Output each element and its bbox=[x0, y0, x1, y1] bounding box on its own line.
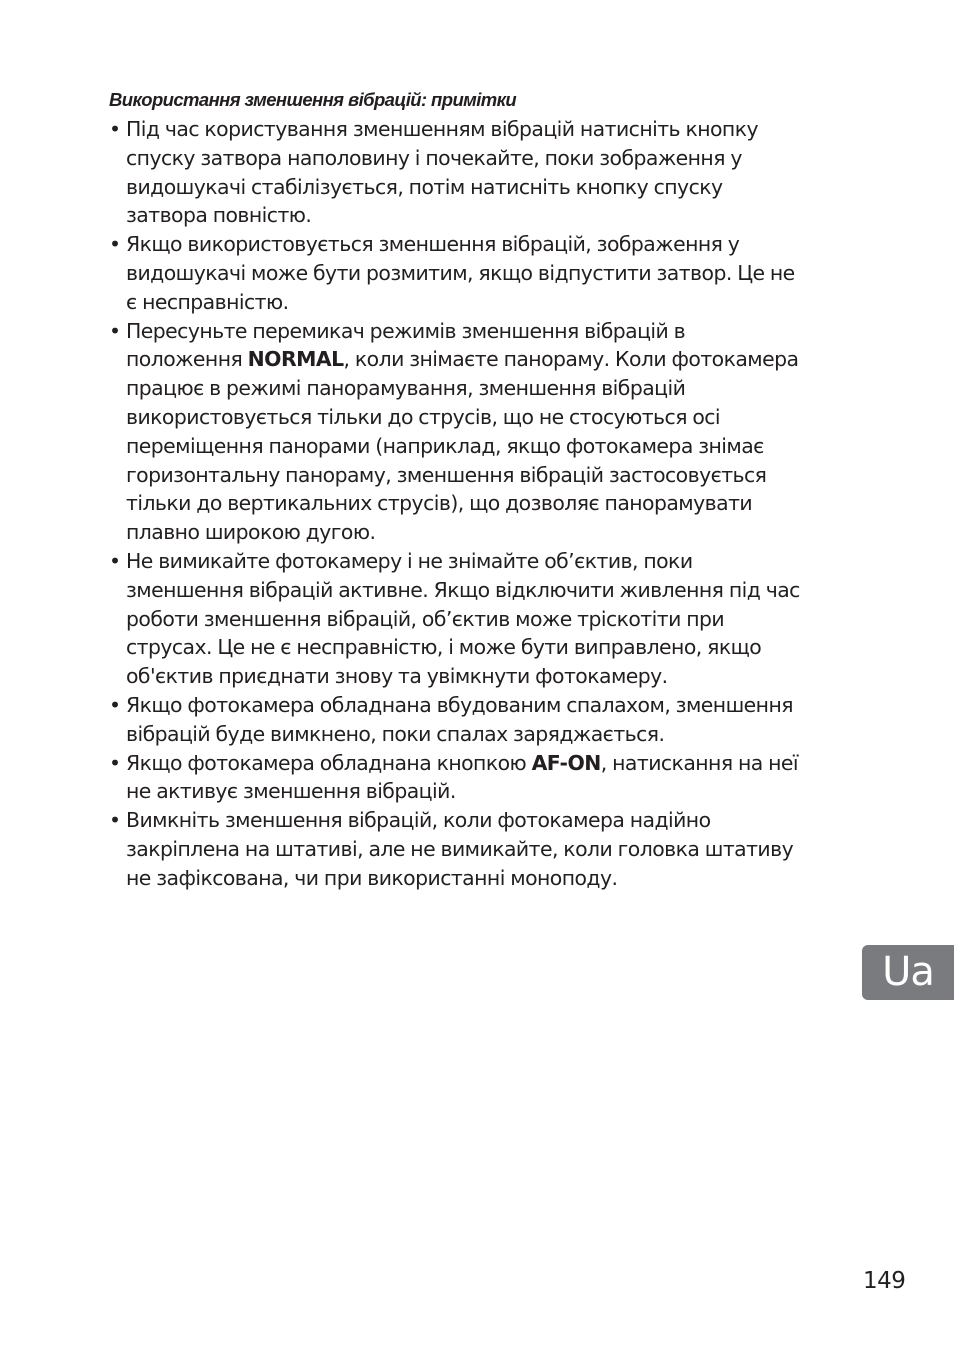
page-number: 149 bbox=[863, 1268, 906, 1294]
note-line: роботи зменшення вібрацій, об’єктив може тріскотіти при bbox=[126, 606, 725, 631]
note-item bbox=[109, 691, 844, 749]
note-line: зменшення вібрацій активне. Якщо відключити живлення під час bbox=[126, 577, 800, 602]
note-item bbox=[109, 806, 844, 892]
note-line: працює в режимі панорамування, зменшення вібрацій bbox=[126, 376, 686, 401]
note-item bbox=[109, 547, 844, 691]
note-line: Якщо фотокамера обладнана вбудованим спалахом, зменшення bbox=[126, 692, 793, 717]
note-line: горизонтальну панораму, зменшення вібрацій застосовується bbox=[126, 462, 767, 487]
note-line: плавно широкою дугою. bbox=[126, 520, 376, 545]
language-tab: Ua bbox=[862, 945, 954, 1000]
note-line: Не вимикайте фотокамеру і не знімайте об’єктив, поки bbox=[126, 548, 693, 573]
note-line: спуску затвора наполовину і почекайте, поки зображення у bbox=[126, 145, 742, 170]
bullet-icon: • bbox=[109, 232, 121, 257]
normal-mode-label: NORMAL bbox=[247, 347, 344, 372]
note-line: Пересуньте перемикач режимів зменшення вібрацій в bbox=[126, 318, 686, 343]
bullet-icon: • bbox=[109, 318, 121, 343]
section-heading: Використання зменшення вібрацій: примітки bbox=[109, 89, 517, 110]
note-line: Під час користування зменшенням вібрацій натисніть кнопку bbox=[126, 117, 758, 141]
note-line: є несправністю. bbox=[126, 289, 289, 314]
note-line: використовується тільки до струсів, що не стосуються осі bbox=[126, 404, 721, 429]
note-text: , натискання на неї bbox=[600, 750, 799, 775]
note-text: , коли знімаєте панораму. Коли фотокамера bbox=[343, 347, 799, 372]
note-line bbox=[126, 749, 844, 778]
note-line: тільки до вертикальних струсів), що дозволяє панорамувати bbox=[126, 491, 753, 516]
af-on-button-label: AF-ON bbox=[531, 750, 601, 775]
note-line: переміщення панорами (наприклад, якщо фотокамера знімає bbox=[126, 433, 764, 458]
note-line: видошукачі стабілізується, потім натисніть кнопку спуску bbox=[126, 174, 723, 199]
notes-list bbox=[109, 115, 844, 893]
bullet-icon: • bbox=[109, 548, 121, 573]
note-line: не зафіксована, чи при використанні моноподу. bbox=[126, 865, 618, 890]
note-item bbox=[109, 230, 844, 316]
bullet-icon: • bbox=[109, 750, 121, 775]
note-line bbox=[126, 345, 844, 374]
note-line: видошукачі може бути розмитим, якщо відпустити затвор. Це не bbox=[126, 260, 795, 285]
note-item bbox=[109, 317, 844, 547]
note-line: об'єктив приєднати знову та увімкнути фотокамеру. bbox=[126, 664, 668, 689]
note-text: положення bbox=[126, 347, 248, 372]
note-text: Якщо фотокамера обладнана кнопкою bbox=[126, 750, 532, 775]
note-line: Вимкніть зменшення вібрацій, коли фотокамера надійно bbox=[126, 808, 711, 833]
note-item bbox=[109, 749, 844, 807]
bullet-icon: • bbox=[109, 808, 121, 833]
bullet-icon: • bbox=[109, 117, 121, 141]
note-line: Якщо використовується зменшення вібрацій, зображення у bbox=[126, 232, 740, 257]
note-line: затвора повністю. bbox=[126, 203, 312, 228]
note-line: не активує зменшення вібрацій. bbox=[126, 779, 456, 804]
note-line: вібрацій буде вимкнено, поки спалах заряджається. bbox=[126, 721, 665, 746]
note-line: закріплена на штативі, але не вимикайте, коли головка штативу bbox=[126, 836, 794, 861]
bullet-icon: • bbox=[109, 692, 121, 717]
note-item bbox=[109, 115, 844, 230]
note-line: струсах. Це не є несправністю, і може бути виправлено, якщо bbox=[126, 635, 762, 660]
